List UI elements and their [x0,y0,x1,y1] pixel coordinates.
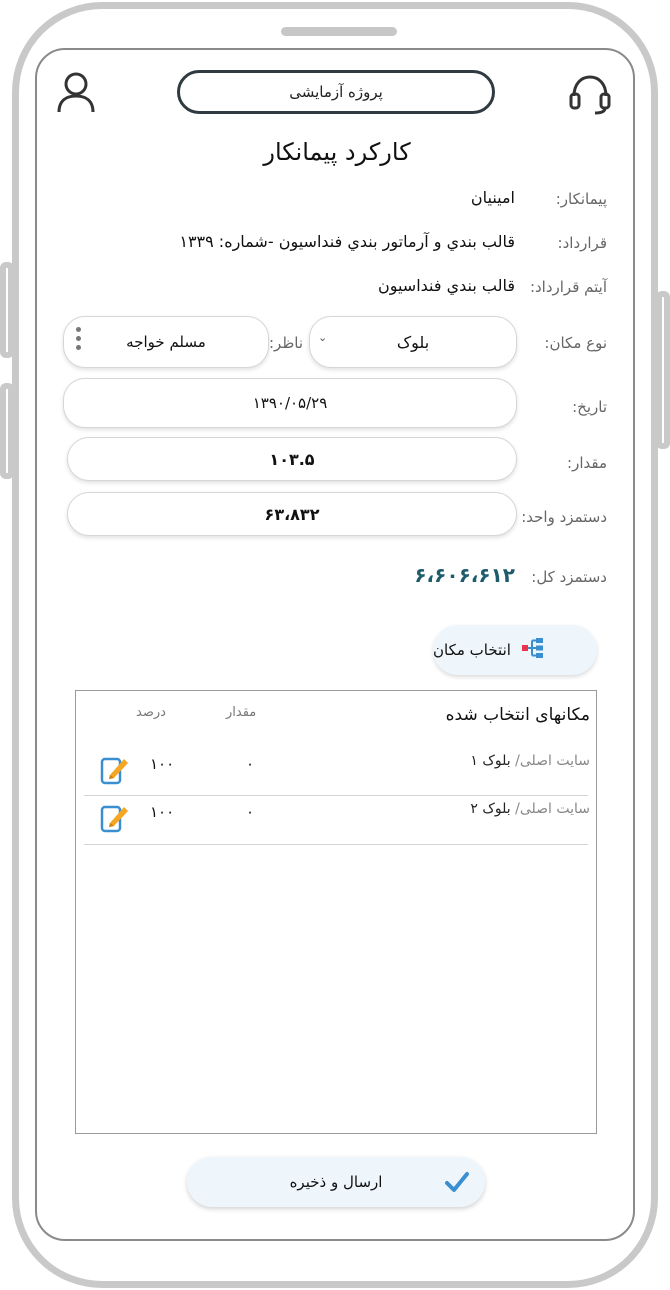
headset-icon[interactable] [567,72,613,116]
chevron-down-icon: ⌄ [318,331,328,344]
project-selector[interactable] [177,70,495,114]
edit-icon[interactable] [100,803,130,833]
list-item-percent: ۱۰۰ [150,755,175,773]
row-divider [84,844,588,845]
location-type-value: بلوک [396,332,430,352]
list-item-location: سایت اصلی/ بلوک ۱ [470,753,590,769]
app-screen [35,48,635,1241]
location-type-select[interactable] [309,316,517,368]
quantity-field[interactable] [67,437,517,481]
user-icon[interactable] [55,70,97,114]
check-icon [445,1171,469,1193]
supervisor-label: ناظر: [268,334,303,352]
quantity-value: ۱۰۳.۵ [269,449,315,469]
supervisor-value: مسلم خواجه [126,333,206,351]
contract-value: قالب بندي و آرماتور بندي فنداسيون -شماره: ۱۳۳۹ [179,232,515,251]
total-wage-label: دستمزد کل: [531,568,607,586]
supervisor-field[interactable] [63,316,269,368]
quantity-label: مقدار: [567,454,607,472]
date-label: تاریخ: [572,398,607,416]
select-location-button[interactable] [433,625,597,675]
selected-locations-title: مکانهای انتخاب شده [445,705,590,725]
list-item-location: سایت اصلی/ بلوک ۲ [470,801,590,817]
date-value: ۱۳۹۰/۰۵/۲۹ [252,394,328,412]
tree-structure-icon [521,636,545,664]
total-wage-value: ۶،۶۰۶،۶۱۲ [414,563,515,587]
submit-save-label: ارسال و ذخیره [289,1173,383,1191]
select-location-label: انتخاب مکان [433,641,511,659]
contractor-label: پیمانکار: [555,190,607,208]
list-item-quantity: ۰ [246,803,255,821]
date-field[interactable] [63,378,517,428]
column-header-quantity: مقدار [226,705,257,720]
contract-item-label: آیتم قرارداد: [529,278,607,296]
phone-power-button [656,291,670,449]
contract-label: قرارداد: [557,234,607,252]
phone-speaker [281,27,397,36]
selected-locations-panel [75,690,597,1134]
location-type-label: نوع مکان: [544,334,607,352]
contractor-value: امینیان [470,188,515,207]
unit-wage-label: دستمزد واحد: [521,508,607,526]
project-name: پروژه آزمایشی [289,83,383,101]
page-title: کارکرد پیمانکار [263,138,411,166]
list-item-quantity: ۰ [246,755,255,773]
unit-wage-field[interactable] [67,492,517,536]
contract-item-value: قالب بندي فنداسيون [377,276,515,295]
list-item-percent: ۱۰۰ [150,803,175,821]
more-options-icon[interactable] [76,327,82,353]
row-divider [84,795,588,796]
unit-wage-value: ۶۳،۸۳۲ [264,504,320,524]
column-header-percent: درصد [136,705,166,720]
edit-icon[interactable] [100,755,130,785]
submit-save-button[interactable] [187,1157,485,1207]
